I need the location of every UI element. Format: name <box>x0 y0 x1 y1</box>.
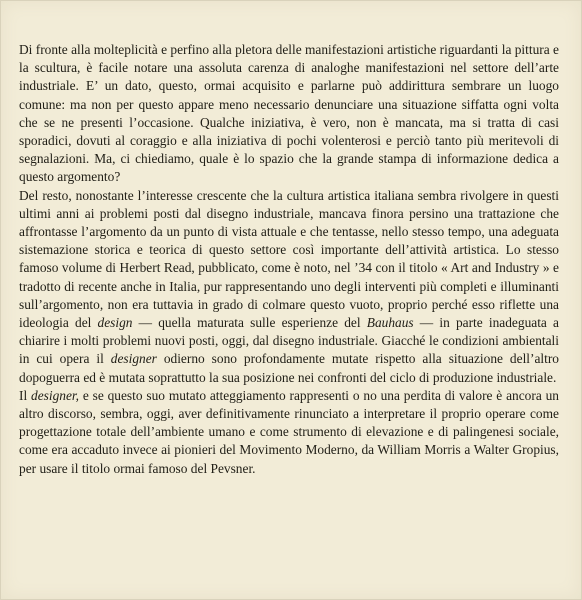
paragraph-1-segment-1: Di fronte alla molteplicità e perfino alla pletora delle manifestazioni artistiche riguardanti la pittura e la scultura, è facile notare una assoluta carenza di analoghe manifestazioni nel settore dell’arte industriale. E’ un dato, questo, ormai acquisito e parlarne può addirittura sembrare un luogo comune: ma non per questo appare meno necessario denunciare una situazione siffatta ogni volta che se ne presenti l’occasione. Qualche iniziativa, è vero, non è mancata, ma si tratta di casi sporadici, dovuti al coraggio e alla iniziativa di pochi volenterosi e perciò tanto più meritevoli di segnalazioni. Ma, ci chiediamo, quale è lo spazio che la grande stampa di informazione dedica a questo argomento? <box>19 42 559 185</box>
paragraph-3-segment-2: designer, <box>31 387 79 403</box>
paragraph-2 <box>19 187 559 387</box>
paragraph-2-segment-6: designer <box>110 351 157 367</box>
paragraph-3-segment-3: e se questo suo mutato atteggiamento rappresenti o no una perdita di valore è ancora un altro discorso, sembra, oggi, aver definitivamente rinunciato a interpretare il proprio operare come progettazione totale dell’ambiente umano e come strumento di elevazione e di palingenesi sociale, come era accaduto invece ai pionieri del Movimento Moderno, da William Morris a Walter Gropius, per usare il titolo ormai famoso del Pevsner. <box>19 387 559 476</box>
paragraph-2-segment-2: design <box>97 315 133 331</box>
paragraph-2-segment-4: Bauhaus <box>366 315 414 331</box>
paragraph-1 <box>19 41 559 187</box>
paragraph-3-segment-1: Il <box>19 387 32 403</box>
paragraph-2-segment-1: Del resto, nonostante l’interesse crescente che la cultura artistica italiana sembra rivolgere in questi ultimi anni ai problemi posti dal disegno industriale, mancava finora persino una trattazione che affrontasse l’argomento da un punto di vista attuale e che tentasse, nello stesso tempo, una adeguata sistemazione storica e teorica di questo settore così importante dell’attività artistica. Lo stesso famoso volume di Herbert Read, pubblicato, come è noto, nel ’34 con il titolo « Art and Industry » e tradotto di recente anche in Italia, pur rappresentando uno degli interventi più completi e illuminanti sull’argomento, non era tuttavia in grado di colmare questo vuoto, proprio perché esso riflette una ideologia del <box>19 187 559 331</box>
body-text <box>19 41 559 478</box>
paragraph-3 <box>19 387 559 478</box>
paragraph-2-segment-7: odierno sono profondamente mutate rispetto alla situazione dell’altro dopoguerra ed è mutata soprattutto la sua posizione nei confronti del ciclo di produzione industriale. <box>19 351 560 385</box>
paragraph-2-segment-3: — quella maturata sulle esperienze del <box>132 315 367 331</box>
paragraph-2-segment-5: — in parte inadeguata a chiarire i molti problemi nuovi posti, oggi, dal disegno industriale. Giacché le condizioni ambientali in cui opera il <box>19 315 559 367</box>
